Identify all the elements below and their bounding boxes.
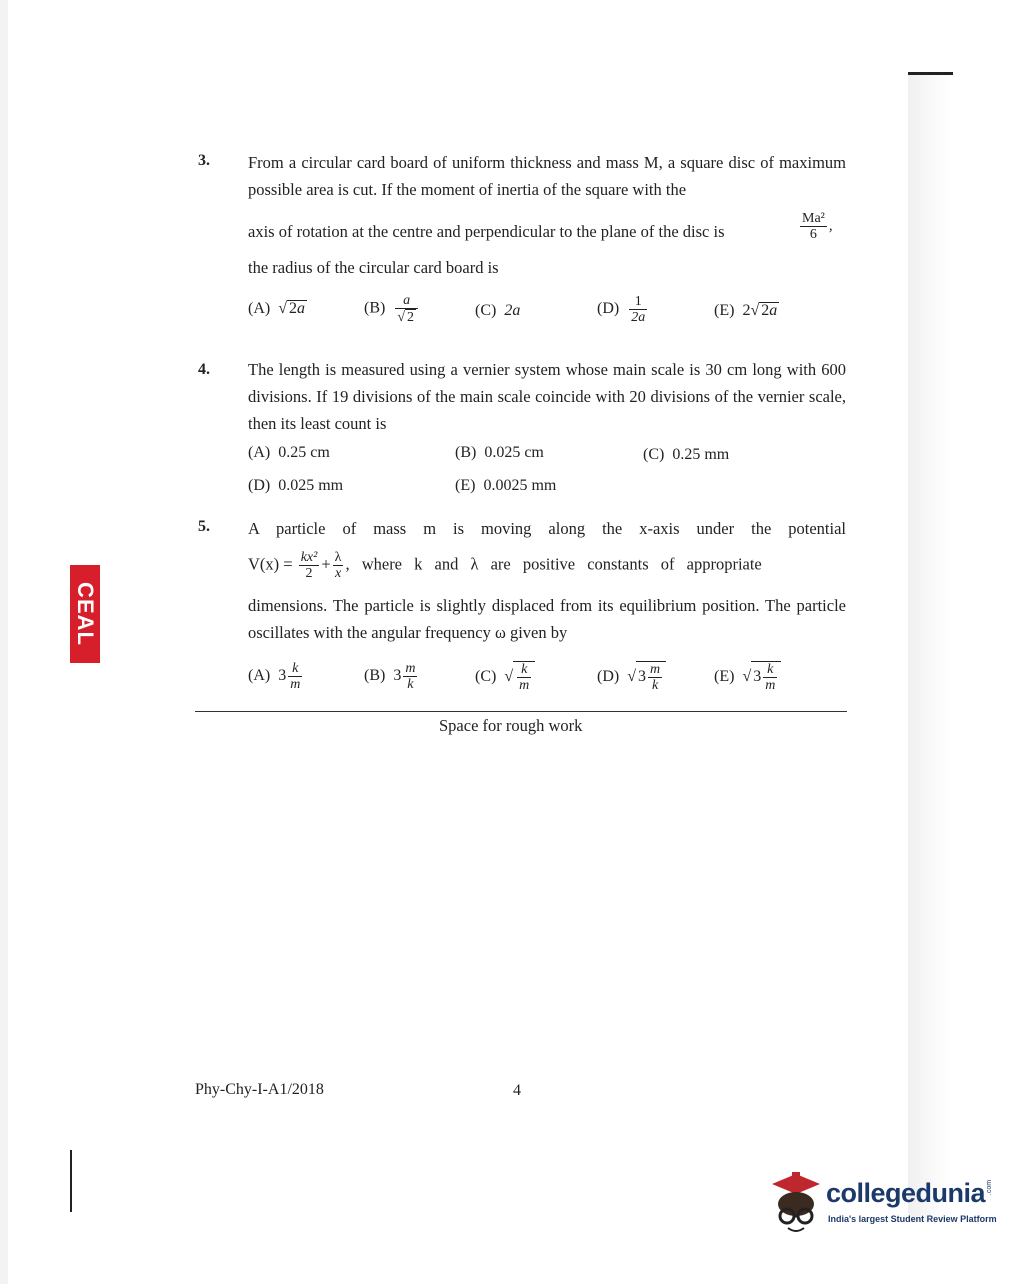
- term1-den: 2: [299, 565, 320, 581]
- option-label: (E): [455, 477, 476, 494]
- option-label: (A): [248, 667, 271, 685]
- term1-num: kx²: [300, 550, 318, 565]
- numerator: 1: [634, 294, 642, 309]
- option-value: 0.025 cm: [484, 444, 544, 461]
- brand-suffix: .com: [986, 1179, 994, 1196]
- coefficient: 3: [393, 667, 402, 685]
- q3-option-a: (A) √ 2a: [248, 300, 305, 317]
- q5-option-d: (D) √ 3 $\frac{m}{k}$: [597, 661, 666, 693]
- q4-option-c: [643, 446, 729, 464]
- numerator: k: [767, 662, 774, 677]
- brand-tagline: India's largest Student Review Platform: [828, 1214, 997, 1224]
- scan-edge: [0, 0, 8, 1284]
- option-label: (A): [248, 300, 271, 317]
- denominator: k: [407, 677, 414, 692]
- option-label: (B): [364, 299, 386, 317]
- q5-option-c: (C) √ $\frac{k}{m}$: [475, 661, 535, 693]
- option-value: 0.25 cm: [278, 444, 330, 461]
- potential-suffix: , where k and λ are positive constants of appropriate: [345, 554, 762, 574]
- question-5-number: 5.: [198, 518, 210, 535]
- option-label: (C): [475, 302, 497, 319]
- inertia-fraction: [800, 211, 827, 242]
- numerator: m: [405, 661, 416, 676]
- coefficient: 3: [753, 668, 762, 686]
- term2-den: x: [334, 566, 342, 581]
- denominator: k: [651, 678, 659, 693]
- q5-option-a: [248, 661, 304, 692]
- numerator: a: [403, 293, 411, 308]
- term2-num: λ: [334, 550, 342, 565]
- coefficient: 2: [742, 302, 751, 319]
- question-5-text-1: A particle of mass m is moving along the x-axis under the potential: [248, 519, 846, 538]
- question-3-text-1: From a circular card board of uniform thickness and mass M, a square disc of maximum possible area is cut. If the moment of inertia of the square with the: [248, 153, 846, 199]
- rough-work-divider: [195, 711, 847, 712]
- coefficient: 3: [638, 668, 646, 686]
- option-label: (B): [364, 667, 386, 685]
- option-value: 2a: [504, 302, 521, 319]
- question-3-inertia: [798, 211, 833, 242]
- scan-shadow: [908, 72, 953, 1222]
- option-label: (C): [475, 668, 497, 686]
- plus-sign: +: [321, 554, 331, 574]
- q4-option-d: [248, 477, 343, 495]
- rough-work-label: Space for rough work: [439, 716, 583, 735]
- collegedunia-logo: [768, 1170, 998, 1245]
- question-3-number: 3.: [198, 152, 210, 169]
- q4-option-e: [455, 477, 556, 495]
- option-label: (E): [714, 302, 735, 319]
- coefficient: 3: [278, 667, 287, 685]
- option-label: (A): [248, 444, 271, 461]
- denominator: m: [290, 677, 301, 692]
- q4-option-a: [248, 444, 330, 462]
- variable: a: [297, 300, 305, 317]
- inertia-den: 6: [800, 226, 827, 242]
- brand-name: collegedunia: [826, 1178, 986, 1208]
- paper-code: Phy-Chy-I-A1/2018: [195, 1081, 324, 1098]
- radicand: 2: [761, 302, 770, 319]
- potential-prefix: V(x) =: [248, 554, 293, 574]
- q5-option-e: (E) √ 3 $\frac{k}{m}$: [714, 661, 781, 693]
- q3-option-d: [597, 294, 649, 325]
- q3-option-c: [475, 302, 520, 320]
- question-4-number: 4.: [198, 361, 210, 378]
- inertia-num: Ma²: [802, 211, 825, 226]
- numerator: k: [521, 662, 528, 677]
- q4-option-b: [455, 444, 544, 462]
- option-label: (D): [597, 668, 620, 686]
- option-label: (C): [643, 446, 665, 463]
- option-value: 0.0025 mm: [483, 477, 557, 494]
- denominator: 2: [407, 310, 415, 325]
- q3-option-b: (B) $\frac{a}{√ 2}$: [364, 293, 420, 325]
- margin-line: [70, 1150, 72, 1212]
- q3-option-e: (E) 2√ 2a: [714, 302, 778, 319]
- question-5-potential: [248, 550, 762, 581]
- option-value: 0.025 mm: [278, 477, 344, 494]
- radicand: 2: [289, 300, 297, 317]
- side-tab-label: CEAL: [73, 582, 98, 646]
- denominator: 2a: [631, 310, 646, 325]
- variable: a: [769, 302, 778, 319]
- question-3-text-2: axis of rotation at the centre and perpendicular to the plane of the disc is: [248, 222, 725, 241]
- option-label: (E): [714, 668, 735, 686]
- option-value: 0.25 mm: [672, 446, 730, 463]
- question-4-text: The length is measured using a vernier system whose main scale is 30 cm long with 600 divisions. If 19 divisions of the main scale coincide with 20 divisions of the vernier scale, then its least count is: [248, 360, 846, 433]
- scan-bar: [908, 72, 953, 75]
- denominator: m: [765, 678, 776, 693]
- question-3-text-3: the radius of the circular card board is: [248, 258, 499, 277]
- q5-option-b: [364, 661, 419, 692]
- numerator: k: [292, 661, 299, 676]
- page-number: 4: [513, 1082, 521, 1099]
- option-label: (D): [597, 300, 620, 318]
- question-5-text-3: dimensions. The particle is slightly displaced from its equilibrium position. The particle oscillates with the angular frequency ω given by: [248, 596, 846, 642]
- option-label: (B): [455, 444, 477, 461]
- graduate-icon: [768, 1170, 824, 1240]
- side-tab: [70, 565, 100, 663]
- option-label: (D): [248, 477, 271, 494]
- inertia-comma: ,: [828, 217, 833, 234]
- numerator: m: [650, 662, 661, 677]
- denominator: m: [519, 678, 530, 693]
